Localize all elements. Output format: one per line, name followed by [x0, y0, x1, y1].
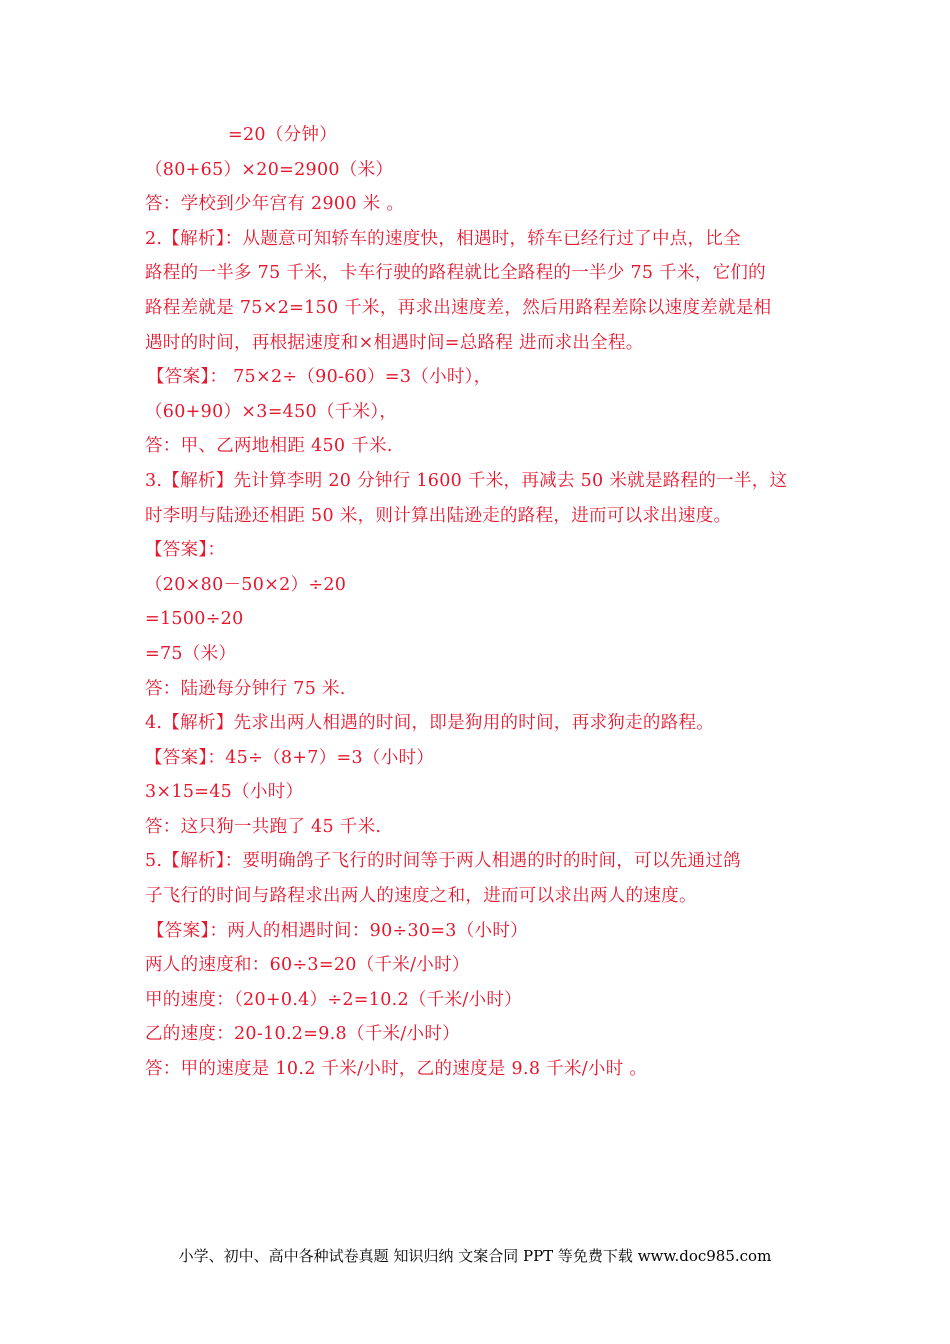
text-line: 答：甲、乙两地相距 450 千米.	[145, 436, 393, 457]
text-line: 时李明与陆逊还相距 50 米，则计算出陆逊走的路程，进而可以求出速度。	[145, 505, 732, 526]
text-line: 答：这只狗一共跑了 45 千米.	[145, 816, 382, 837]
text-line: 2.【解析】：从题意可知轿车的速度快，相遇时，轿车已经行过了中点，比全	[145, 228, 741, 249]
text-line: 路程差就是 75×2=150 千米，再求出速度差，然后用路程差除以速度差就是相	[145, 297, 772, 318]
text-line: 【答案】： 75×2÷（90-60）=3（小时），	[147, 367, 492, 388]
text-line: 【答案】：两人的相遇时间：90÷30=3（小时）	[147, 920, 528, 941]
text-line: =20（分钟）	[228, 125, 338, 145]
text-line: 4.【解析】先求出两人相遇的时间，即是狗用的时间，再求狗走的路程。	[145, 713, 715, 734]
text-line: 答：学校到少年宫有 2900 米 。	[145, 194, 405, 215]
text-line: =1500÷20	[145, 609, 244, 630]
text-line: 5.【解析】：要明确鸽子飞行的时间等于两人相遇的时的时间，可以先通过鸽	[145, 851, 741, 872]
text-line: 3×15=45（小时）	[145, 782, 304, 803]
text-line: 3.【解析】先计算李明 20 分钟行 1600 千米，再减去 50 米就是路程的一半，这	[145, 470, 788, 491]
text-line: 【答案】：45÷（8+7）=3（小时）	[145, 747, 435, 768]
text-line: （80+65）×20=2900（米）	[145, 159, 394, 180]
text-line: =75（米）	[145, 643, 237, 664]
text-line: （20×80－50×2）÷20	[145, 574, 347, 595]
text-line: 甲的速度：（20+0.4）÷2=10.2（千米/小时）	[145, 989, 522, 1010]
text-line: 答：陆逊每分钟行 75 米.	[145, 678, 346, 699]
page-footer: 小学、初中、高中各种试卷真题 知识归纳 文案合同 PPT 等免费下载 www.doc985.com	[178, 1247, 772, 1265]
text-line: 路程的一半多 75 千米，卡车行驶的路程就比全路程的一半少 75 千米，它们的	[145, 263, 766, 284]
text-line: （60+90）×3=450（千米），	[145, 401, 398, 422]
text-line: 子飞行的时间与路程求出两人的速度之和，进而可以求出两人的速度。	[145, 886, 697, 907]
text-line: 两人的速度和：60÷3=20（千米/小时）	[145, 955, 470, 976]
text-line: 遇时的时间，再根据速度和×相遇时间=总路程 进而求出全程。	[145, 332, 644, 353]
text-line: 答：甲的速度是 10.2 千米/小时，乙的速度是 9.8 千米/小时 。	[145, 1059, 648, 1080]
text-line: 乙的速度：20-10.2=9.8（千米/小时）	[145, 1024, 460, 1045]
text-line: 【答案】：	[145, 540, 226, 561]
answer-content	[145, 118, 815, 1087]
